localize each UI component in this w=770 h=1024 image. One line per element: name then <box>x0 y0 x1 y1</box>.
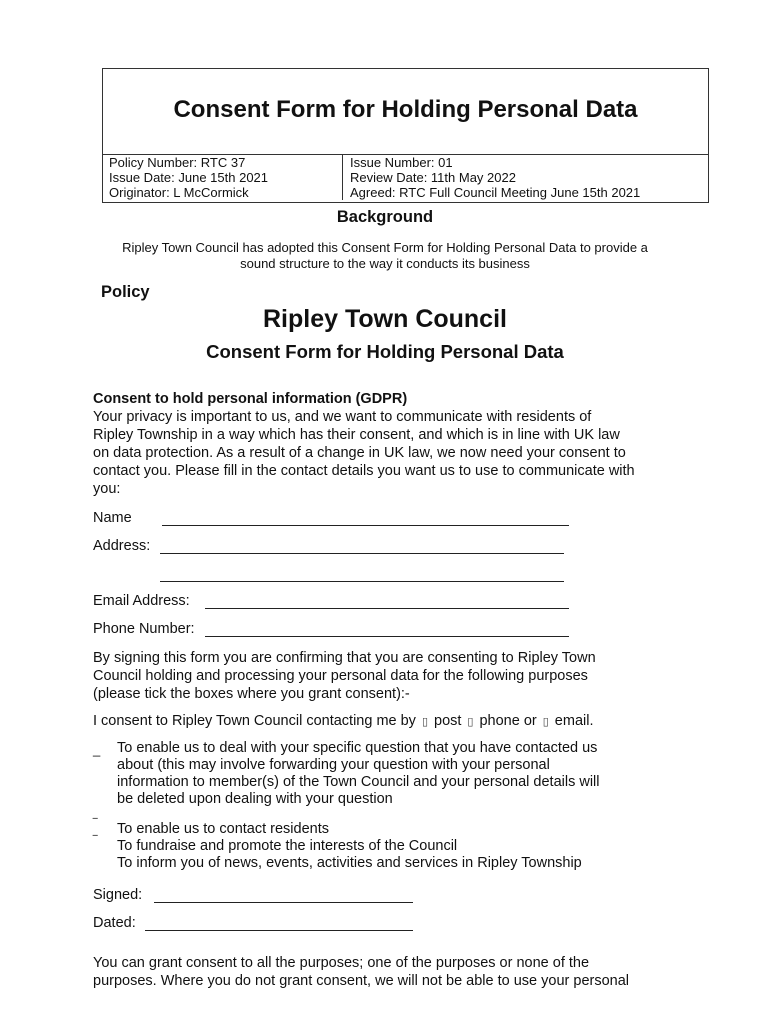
purpose-3-checkbox[interactable]: ‾ <box>93 833 98 848</box>
gdpr-line: on data protection. As a result of a change in UK law, we now need your consent to <box>93 445 626 461</box>
footer-line: You can grant consent to all the purposes; one of the purposes or none of the <box>93 955 590 971</box>
address-field-line-1[interactable] <box>160 539 564 554</box>
policy-label: Policy <box>101 283 150 301</box>
email-checkbox[interactable]: ▯ <box>542 716 549 728</box>
review-date: Review Date: 11th May 2022 <box>343 170 710 185</box>
gdpr-line: you: <box>93 481 121 497</box>
gdpr-heading: Consent to hold personal information (GDPR) <box>93 391 408 407</box>
purpose-1-line: be deleted upon dealing with your question <box>117 791 393 807</box>
gdpr-line: contact you. Please fill in the contact details you want us to use to communicate with <box>93 463 635 479</box>
meta-row <box>102 155 709 171</box>
policy-meta-table <box>102 154 709 200</box>
post-label: post <box>434 713 462 729</box>
signing-line: Council holding and processing your personal data for the following purposes <box>93 668 588 684</box>
email-option-label: email. <box>554 713 594 729</box>
phone-label: Phone Number: <box>93 621 195 637</box>
footer-line: purposes. Where you do not grant consent, we will not be able to use your personal <box>93 973 630 989</box>
name-field[interactable] <box>162 511 569 526</box>
form-title: Consent Form for Holding Personal Data <box>206 341 564 362</box>
originator: Originator: L McCormick <box>102 185 343 200</box>
background-text <box>60 240 710 272</box>
issue-date: Issue Date: June 15th 2021 <box>102 170 343 185</box>
address-field-line-2[interactable] <box>160 567 564 582</box>
signed-field[interactable] <box>154 888 413 903</box>
council-name: Ripley Town Council <box>263 305 507 333</box>
signing-statement <box>93 649 713 703</box>
policy-number: Policy Number: RTC 37 <box>102 155 343 171</box>
gdpr-line: Ripley Township in a way which has their consent, and which is in line with UK law <box>93 427 620 443</box>
email-field[interactable] <box>205 594 569 609</box>
purpose-3: To fundraise and promote the interests of the Council <box>117 838 458 854</box>
address-label: Address: <box>93 538 151 554</box>
agreed: Agreed: RTC Full Council Meeting June 15th 2021 <box>343 185 710 200</box>
background-line: Ripley Town Council has adopted this Consent Form for Holding Personal Data to provide a <box>122 240 648 255</box>
document-title: Consent Form for Holding Personal Data <box>173 96 638 123</box>
dated-label: Dated: <box>93 915 136 931</box>
email-label: Email Address: <box>93 593 190 609</box>
purposes-list <box>117 821 717 872</box>
signed-label: Signed: <box>93 887 143 903</box>
name-label: Name <box>93 510 132 526</box>
footer-text <box>93 954 713 990</box>
purpose-1-line: To enable us to deal with your specific question that you have contacted us <box>117 740 598 756</box>
contact-consent <box>93 712 593 731</box>
purpose-1-checkbox[interactable]: _ <box>93 742 101 757</box>
purpose-1-line: information to member(s) of the Town Council and your personal details will <box>117 774 600 790</box>
signing-line: (please tick the boxes where you grant consent):- <box>93 686 410 702</box>
phone-label: phone or <box>479 713 537 729</box>
meta-row <box>102 185 709 200</box>
purpose-4: To inform you of news, events, activities and services in Ripley Township <box>117 855 582 871</box>
contact-consent-prefix: I consent to Ripley Town Council contacting me by <box>93 713 416 729</box>
meta-row <box>102 170 709 185</box>
background-heading: Background <box>336 208 434 226</box>
background-line: sound structure to the way it conducts its business <box>240 256 530 271</box>
purpose-1-line: about (this may involve forwarding your question with your personal <box>117 757 550 773</box>
phone-field[interactable] <box>205 622 569 637</box>
gdpr-line: Your privacy is important to us, and we want to communicate with residents of <box>93 409 592 425</box>
post-checkbox[interactable]: ▯ <box>421 716 428 728</box>
purpose-2: To enable us to contact residents <box>117 821 329 837</box>
purpose-2-checkbox[interactable]: ‾ <box>93 816 98 831</box>
purpose-1 <box>117 740 717 808</box>
issue-number: Issue Number: 01 <box>343 155 710 171</box>
gdpr-section <box>93 390 713 498</box>
phone-checkbox[interactable]: ▯ <box>467 716 474 728</box>
signing-line: By signing this form you are confirming that you are consenting to Ripley Town <box>93 650 596 666</box>
dated-field[interactable] <box>145 916 413 931</box>
